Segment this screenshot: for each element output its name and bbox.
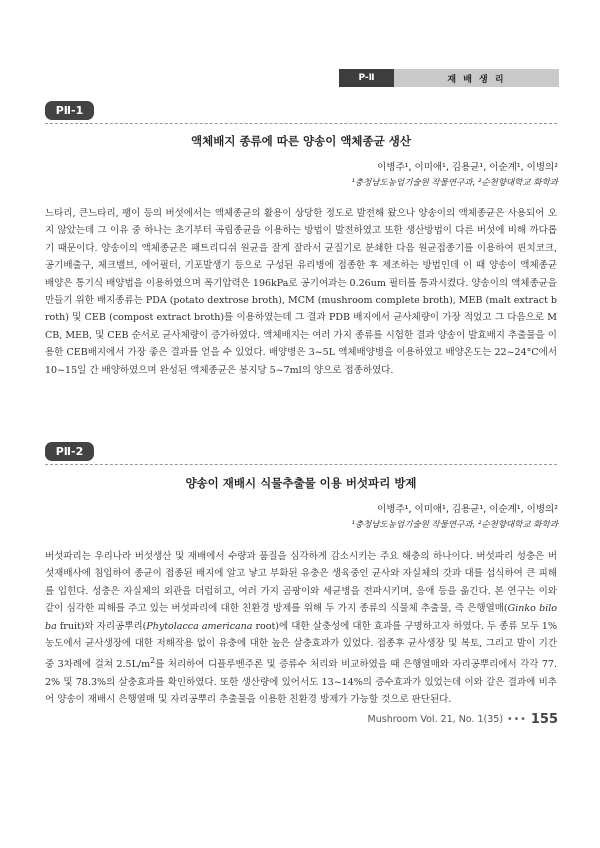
article-1-authors: 이병주¹, 이미애¹, 김용균¹, 이순계¹, 이병의² (377, 162, 558, 173)
unit-superscript: 2 (150, 656, 156, 666)
article-1-title: 액체배지 종류에 따른 양송이 액체종균 생산 (191, 134, 411, 148)
species-ginko-biloba: Ginko biloba (45, 603, 557, 632)
article-2-body (45, 548, 557, 709)
species-phytolacca-americana: Phytolacca americana (146, 620, 253, 632)
article-2-title: 양송이 재배시 식물추출물 이용 버섯파리 방제 (185, 476, 417, 490)
section-code: P-Ⅱ (339, 69, 394, 87)
article-2-authors: 이병주¹, 이미애¹, 김용균¹, 이순계¹, 이병의² (377, 504, 558, 515)
article-2-body-part-3: root)에 대한 살충성에 대한 효과를 구명하고자 하였다. 두 종류 모두 1% 농도에서 균사생장에 대한 저해작용 없이 유충에 대한 높은 살충효과가 있었다. 접종후 균사생장 및 복토, 그리고 발이 기간 중 3차례에 걸쳐 2.5L/m (45, 620, 557, 671)
article-1-badge: PⅡ-1 (45, 101, 94, 120)
article-1-divider (45, 123, 557, 124)
article-2-affiliation: ¹충청남도농업기술원 작물연구과, ²순천향대학교 화학과 (351, 520, 558, 530)
article-2-body-part-4: 를 처리하여 디플루벤주론 및 증류수 처리와 비교하였을 때 은행열매와 자리공뿌리에서 각각 77.2% 및 78.3%의 살충효과를 확인하였다. 또한 생산량에 있어서도 13~14%의 증수효과가 있었는데 이와 같은 결과에 비추어 양송이 재배시 은행열매 및 자리공뿌리 추출물을 이용한 친환경 방제가 가능할 것으로 판단된다. (45, 659, 557, 706)
section-name: 재 배 생 리 (394, 69, 559, 87)
page-number: 155 (530, 712, 558, 727)
article-2-body-part-1: 버섯파리는 우리나라 버섯생산 및 재배에서 수량과 품질을 심각하게 감소시키는 주요 해충의 하나이다. 버섯파리 성충은 버섯재배사에 침입하여 종균이 접종된 배지에 알고 낳고 부화된 유충은 생육중인 균사와 자실체의 갓과 대를 섭식하여 큰 피해를 입힌다. 성충은 자실체의 외관을 더럽히고, 여러 가지 곰팡이와 세균병을 전파시키며, 응애 등을 옮긴다. 본 연구는 이와 같이 심각한 피해를 주고 있는 버섯파리에 대한 친환경 방제를 위해 두 가지 종류의 식물체 추출물, 즉 은행열매( (45, 551, 557, 615)
article-2-divider (45, 464, 557, 465)
article-1-body: 느타리, 큰느타리, 팽이 등의 버섯에서는 액체종균의 활용이 상당한 정도로 발전해 왔으나 양송이의 액체종균은 사용되어 오지 않았는데 그 이유 중 하나는 초기부터 곡립종균을 이용하는 방법이 발전하였고 또한 생산방법이 다른 버섯에 비해 까다롭기 때문이다. 양송이의 액체종균은 패트리디쉬 원균을 잘게 잘라서 균질기로 분쇄한 다음 원균접종기를 이용하여 핀치코크, 공기배출구, 체크밸브, 에어필터, 기포발생기 등으로 구성된 유리병에 접종한 후 제조하는 방법인데 이 때 양송이 액체종균 배양은 통기식 배양법을 이용하였으며 폭기압력은 196kPa로 공기여과는 0.26um 필터를 통과시켰다. 양송이의 액체종균을 만들기 위한 배지종류는 PDA (potato dextrose broth), MCM (mushroom complete broth), MEB (malt extract broth) 및 CEB (compost extract broth)를 이용하였는데 그 결과 PDB 배지에서 균사체량이 가장 적었고 그 다음으로 MCB, MEB, 및 CEB 순서로 균사체량이 증가하였다. 액체배지는 여러 가지 종류를 시험한 결과 양송이 발효배지 추출물을 이용한 CEB배지에서 가장 좋은 결과를 얻을 수 있었다. 배양병은 3~5L 액체배양병을 이용하였고 배양온도는 22~24°C에서 10~15일 간 배양하였으며 완성된 액체종균은 봉지당 5~7ml의 양으로 접종하였다. (45, 208, 557, 376)
journal-citation: Mushroom Vol. 21, No. 1(35) (367, 714, 504, 725)
section-header (339, 69, 559, 87)
article-2-body-part-2: fruit)와 자리공뿌리( (56, 620, 147, 632)
page-footer (368, 712, 558, 727)
article-1-affiliation: ¹충청남도농업기술원 작물연구과, ²순천향대학교 화학과 (351, 178, 558, 188)
footer-dots: ••• (507, 714, 527, 725)
article-2-badge: PⅡ-2 (45, 442, 94, 461)
